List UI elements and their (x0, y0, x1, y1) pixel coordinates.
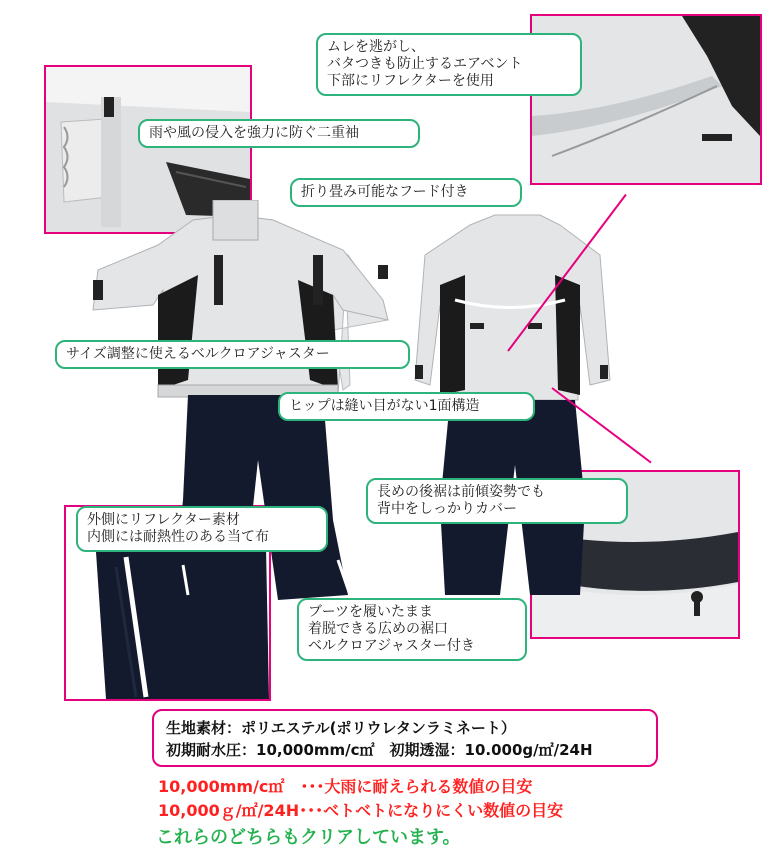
callout-reflector: 外側にリフレクター素材 内側には耐熱性のある当て布 (76, 506, 328, 552)
spec-material: 生地素材：ポリエステル(ポリウレタンラミネート） (166, 719, 516, 737)
note-breathability: 10,000ｇ/㎡/24H･･･ベトベトになりにくい数値の目安 (158, 801, 564, 820)
callout-air-vent: ムレを逃がし、 バタつきも防止するエアベント 下部にリフレクターを使用 (316, 33, 582, 96)
callout-velcro-adjuster: サイズ調整に使えるベルクロアジャスター (55, 340, 410, 369)
spec-box (152, 709, 658, 767)
callout-hip-seamless: ヒップは縫い目がない1面構造 (278, 392, 535, 421)
callout-hood: 折り畳み可能なフード付き (290, 178, 522, 207)
callout-long-hem: 長めの後裾は前傾姿勢でも 背中をしっかりカバー (366, 478, 628, 524)
callout-boots: ブーツを履いたまま 着脱できる広めの裾口 ベルクロアジャスター付き (297, 598, 527, 661)
callout-double-cuff: 雨や風の侵入を強力に防ぐ二重袖 (138, 119, 420, 148)
spec-performance: 初期耐水圧：10,000mm/c㎡ 初期透湿：10.000g/㎡/24H (166, 741, 593, 759)
note-conclusion: これらのどちらもクリアしています。 (156, 827, 461, 848)
note-water-pressure: 10,000mm/c㎡ ･･･大雨に耐えられる数値の目安 (158, 777, 533, 796)
